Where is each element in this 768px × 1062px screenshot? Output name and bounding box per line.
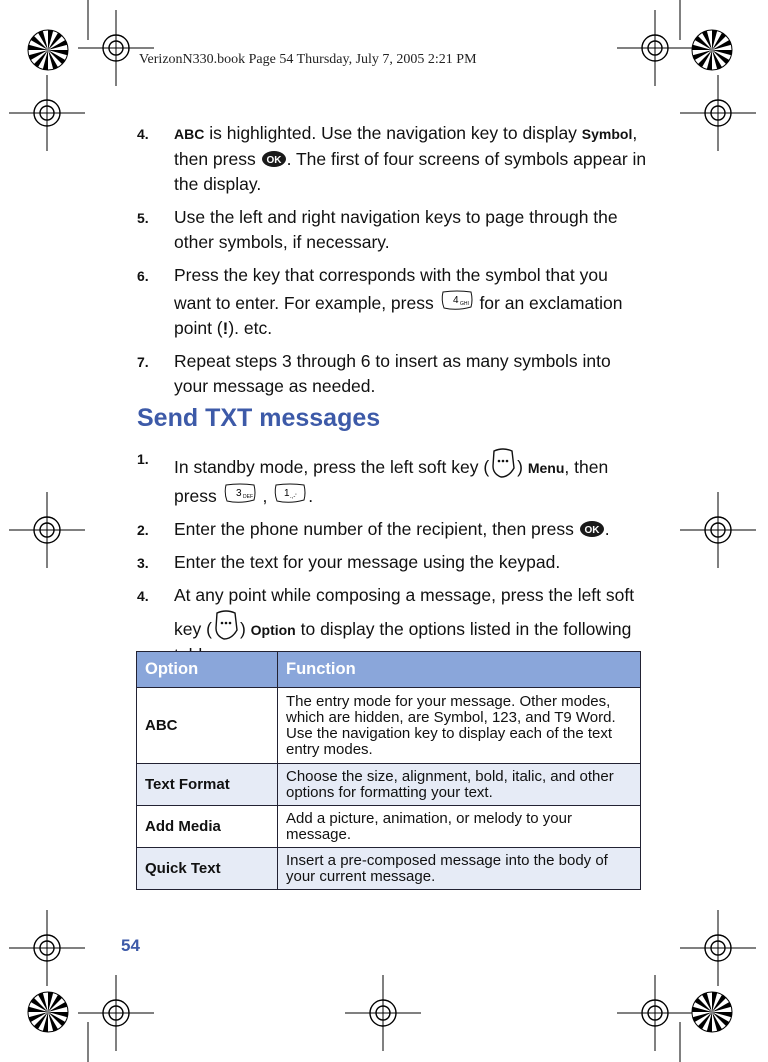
term-symbol: Symbol (581, 126, 633, 142)
table-row (137, 764, 641, 806)
key-1-icon (272, 481, 308, 505)
option-cell: ABC (137, 688, 278, 764)
table-row (137, 688, 641, 764)
step-text: Enter the text for your message using the keypad. (174, 552, 561, 572)
print-header: VerizonN330.book Page 54 Thursday, July 7, 2005 2:21 PM (139, 52, 477, 67)
table-header-row (137, 652, 641, 688)
option-cell: Text Format (137, 764, 278, 806)
step-4 (137, 121, 647, 197)
step-2 (137, 517, 647, 542)
steps-top (137, 121, 647, 399)
function-cell: Add a picture, animation, or melody to your message. (278, 806, 641, 848)
steps-bottom (137, 446, 647, 668)
left-soft-key-icon (489, 446, 517, 480)
exclamation-symbol: ! (222, 319, 229, 338)
step-text: Press the key that corresponds with the symbol that you want to enter. For example, press (174, 265, 608, 313)
step-text: for an exclamation point ( (174, 293, 623, 338)
step-text: to display the options listed in the following (300, 619, 632, 639)
term-menu: Menu (527, 460, 565, 476)
step-text: At any point while composing a message, press the left soft key ( (174, 585, 635, 639)
function-cell: The entry mode for your message. Other modes, which are hidden, are Symbol, 123, and T9 Word. Use the navigation key to display each of the text entry modes. (278, 688, 641, 764)
step-text: ) (517, 457, 528, 477)
step-text: ). etc. (228, 318, 273, 338)
step-text: Use the left and right navigation keys to page through the other symbols, if necessary. (174, 207, 618, 252)
step-text: is highlighted. Use the navigation key to display (204, 123, 582, 143)
step-text: . (604, 519, 610, 539)
step-text: Repeat steps 3 through 6 to insert as many symbols into your message as needed. (174, 351, 611, 396)
step-text: ) (239, 619, 251, 639)
step-number: 2. (137, 522, 149, 538)
term-abc: ABC (174, 126, 205, 142)
step-text: , (257, 486, 273, 506)
option-cell: Add Media (137, 806, 278, 848)
step-text: , then press (174, 123, 638, 169)
section-title: Send TXT messages (137, 404, 381, 432)
column-header-function: Function (278, 652, 641, 688)
key-3-sublabel: DEF (242, 494, 253, 500)
ok-key-label: OK (266, 155, 282, 166)
step-text: , then press (174, 457, 609, 506)
function-cell: Choose the size, alignment, bold, italic, and other options for formatting your text. (278, 764, 641, 806)
step-number: 3. (137, 555, 149, 571)
left-soft-key-icon (212, 608, 240, 642)
function-cell: Insert a pre-composed message into the body of your current message. (278, 848, 641, 890)
ok-key-icon (579, 520, 605, 538)
key-1-sublabel: .,-' (290, 494, 297, 500)
step-number: 6. (137, 268, 149, 284)
option-cell: Quick Text (137, 848, 278, 890)
column-header-option: Option (137, 652, 278, 688)
step-3 (137, 550, 647, 575)
step-number: 4. (137, 126, 149, 142)
step-text: Enter the phone number of the recipient, then press (174, 519, 579, 539)
step-number: 7. (137, 354, 149, 370)
step-text: In standby mode, press the left soft key ( (174, 457, 490, 477)
key-4-label: 4 (452, 295, 459, 306)
term-option: Option (250, 622, 296, 638)
ok-key-label: OK (584, 525, 600, 536)
key-4-sublabel: GHI (459, 301, 469, 307)
key-3-icon (222, 481, 258, 505)
step-number: 1. (137, 451, 149, 467)
step-5 (137, 205, 647, 255)
step-text: . The first of four screens of symbols appear in the display. (174, 149, 647, 194)
key-4-icon (439, 288, 475, 312)
step-number: 4. (137, 588, 149, 604)
ok-key-icon (261, 150, 287, 168)
key-1-label: 1 (284, 488, 290, 499)
table-row (137, 848, 641, 890)
options-table (136, 651, 641, 890)
key-3-label: 3 (235, 488, 242, 499)
step-text: . (308, 486, 314, 506)
step-number: 5. (137, 210, 149, 226)
table-row (137, 806, 641, 848)
step-7 (137, 349, 647, 399)
page-number: 54 (121, 936, 140, 955)
step-6 (137, 263, 647, 341)
step-1 (137, 446, 647, 509)
